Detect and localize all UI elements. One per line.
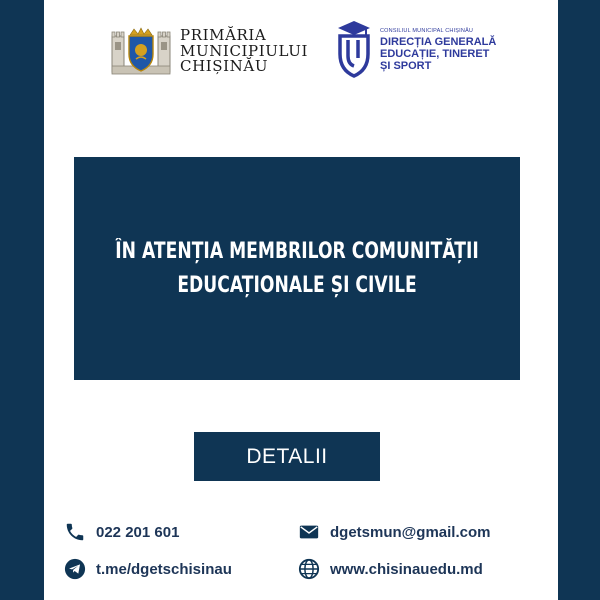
dgets-council: CONSILIUL MUNICIPAL CHIȘINĂU <box>380 28 474 34</box>
primaria-logo <box>110 24 320 80</box>
phone-icon <box>64 521 86 543</box>
telegram-icon <box>64 558 86 580</box>
right-side-bar <box>558 0 600 600</box>
contact-email[interactable] <box>298 521 490 543</box>
city-coat-of-arms-icon <box>110 26 172 76</box>
contact-phone[interactable] <box>64 521 179 543</box>
details-button[interactable]: DETALII <box>194 432 380 481</box>
dgets-name <box>380 28 496 72</box>
banner-line-2: EDUCAȚIONALE ȘI CIVILE <box>177 272 417 298</box>
dgets-line-1: DIRECȚIA GENERALĂ <box>380 36 497 48</box>
email-icon <box>298 521 320 543</box>
banner-title <box>115 235 479 303</box>
primaria-name <box>180 28 308 75</box>
email-address: dgetsmun@gmail.com <box>330 523 491 541</box>
primaria-line-3: CHIȘINĂU <box>180 57 269 75</box>
primaria-line-1: PRIMĂRIA <box>180 26 267 44</box>
announcement-banner <box>74 157 520 380</box>
website-url: www.chisinauedu.md <box>330 560 483 578</box>
telegram-link: t.me/dgetschisinau <box>96 560 232 578</box>
globe-icon <box>298 558 320 580</box>
banner-line-1: ÎN ATENȚIA MEMBRILOR COMUNITĂȚII <box>115 238 479 264</box>
dgets-emblem-icon <box>334 20 374 78</box>
phone-number: 022 201 601 <box>96 523 180 541</box>
primaria-line-2: MUNICIPIULUI <box>180 41 309 60</box>
left-side-bar <box>0 0 44 600</box>
contact-website[interactable] <box>298 558 483 580</box>
dgets-line-2: EDUCAȚIE, TINERET <box>380 48 490 60</box>
dgets-line-3: ȘI SPORT <box>380 60 432 72</box>
contact-telegram[interactable] <box>64 558 232 580</box>
dgets-logo <box>334 20 534 82</box>
